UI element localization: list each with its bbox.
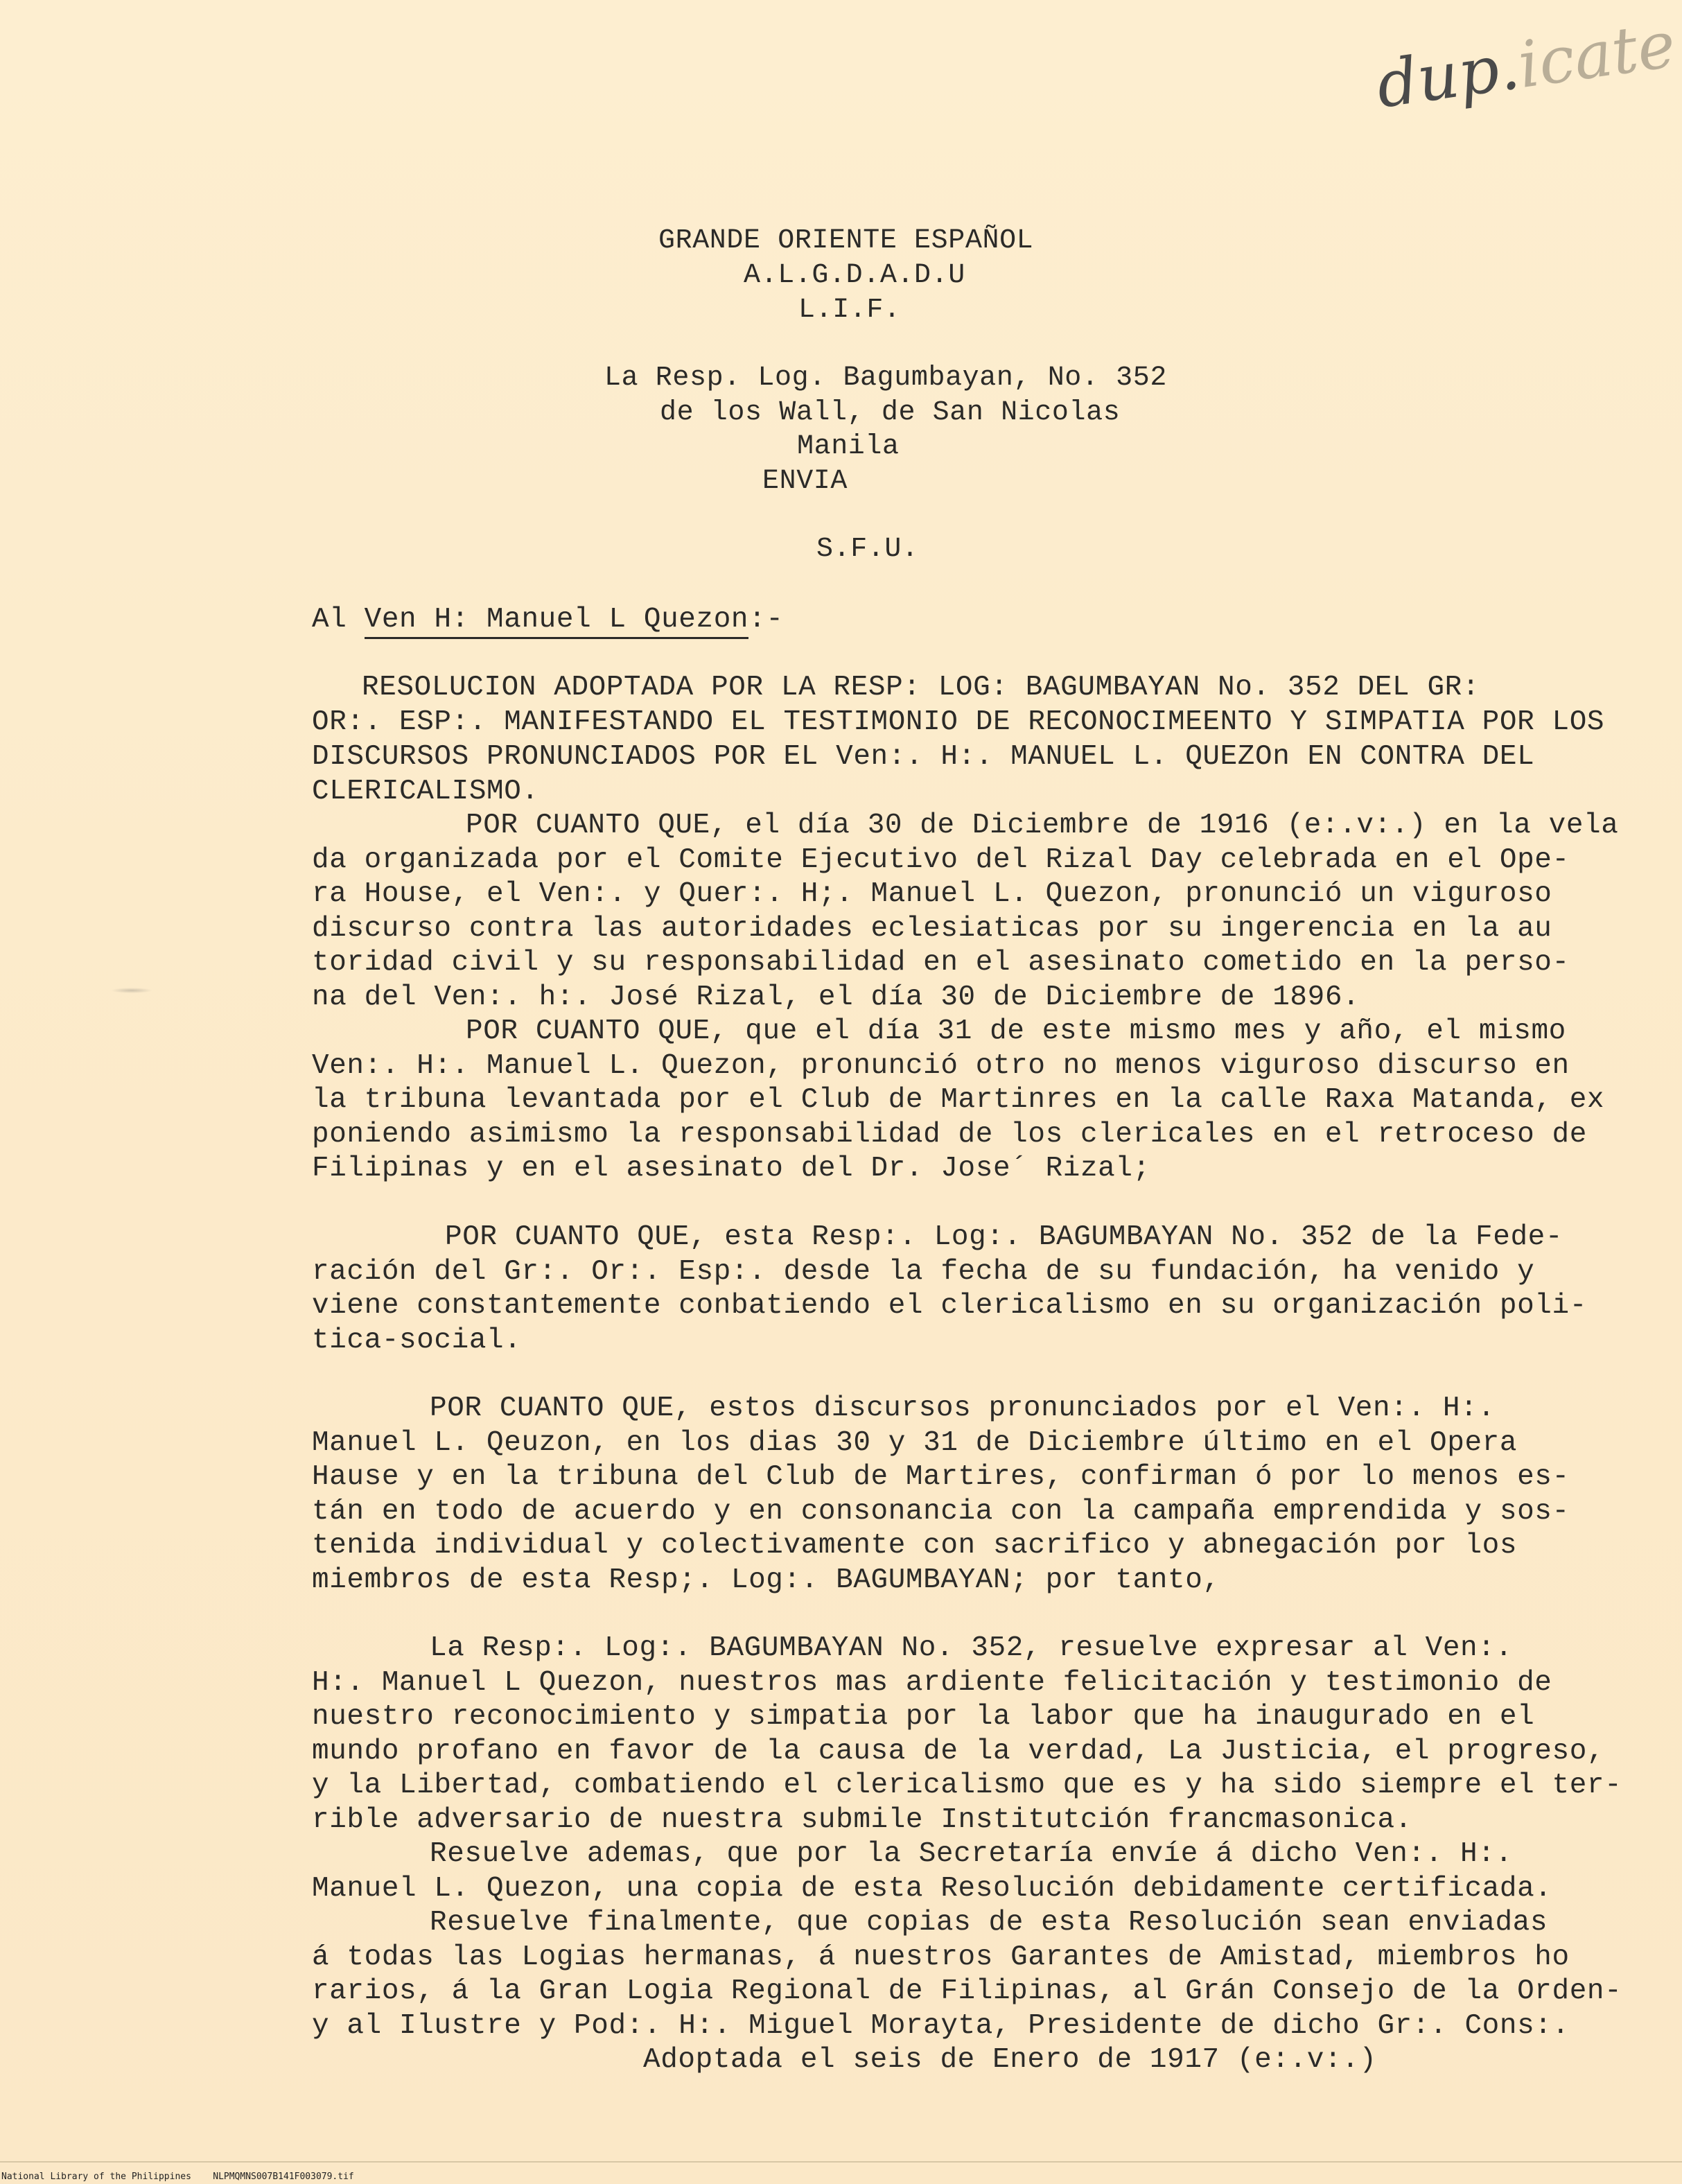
body-line: viene constantemente conbatiendo el clericalismo en su organización poli- [312,1290,1587,1322]
header-line-lodge: La Resp. Log. Bagumbayan, No. 352 [604,362,1167,394]
scan-edge [0,2161,1682,2163]
body-line: nuestro reconocimiento y simpatia por la labor que ha inaugurado en el [312,1701,1535,1733]
body-line: ra House, el Ven:. y Quer:. H;. Manuel L. Quezon, pronunció un viguroso [312,878,1552,910]
handwritten-note: dup.icate [1372,7,1680,123]
header-line-lif: L.I.F. [798,295,901,326]
body-line: miembros de esta Resp;. Log:. BAGUMBAYAN; por tanto, [312,1564,1220,1596]
body-line: RESOLUCION ADOPTADA POR LA RESP: LOG: BAGUMBAYAN No. 352 DEL GR: [362,672,1480,704]
body-line: H:. Manuel L Quezon, nuestros mas ardiente felicitación y testimonio de [312,1667,1552,1699]
body-line: Ven:. H:. Manuel L. Quezon, pronunció otro no menos viguroso discurso en [312,1050,1570,1082]
adoption-date-line: Adoptada el seis de Enero de 1917 (e:.v:.) [643,2044,1377,2076]
body-line: toridad civil y su responsabilidad en el asesinato cometido en la perso- [312,947,1570,979]
body-line: y al Ilustre y Pod:. H:. Miguel Morayta, Presidente de dicho Gr:. Cons:. [312,2010,1570,2042]
header-line-sfu: S.F.U. [816,534,919,565]
salutation: Al Ven H: Manuel L Quezon:- [312,602,784,637]
archive-footer: National Library of the Philippines NLPMQMNS007B141F003079.tif [1,2172,354,2182]
body-line: Manuel L. Qeuzon, en los dias 30 y 31 de Diciembre último en el Opera [312,1427,1518,1459]
header-line-envia: ENVIA [762,466,848,497]
body-line: rarios, á la Gran Logia Regional de Filipinas, al Grán Consejo de la Orden- [312,1975,1622,2007]
body-line: mundo profano en favor de la causa de la verdad, La Justicia, el progreso, [312,1736,1605,1767]
body-line: Hause y en la tribuna del Club de Martires, confirman ó por lo menos es- [312,1461,1570,1493]
body-line: POR CUANTO QUE, el día 30 de Diciembre de 1916 (e:.v:.) en la vela [466,810,1619,841]
body-line: rible adversario de nuestra submile Institutción francmasonica. [312,1804,1412,1836]
body-line: y la Libertad, combatiendo el clericalismo que es y ha sido siempre el ter- [312,1770,1622,1801]
body-line: POR CUANTO QUE, estos discursos pronunciados por el Ven:. H:. [430,1392,1496,1424]
body-line: tenida individual y colectivamente con sacrifico y abnegación por los [312,1530,1518,1562]
header-line-abbrev: A.L.G.D.A.D.U [744,260,965,291]
salutation-name: Ven H: Manuel L Quezon [365,604,749,639]
body-line: da organizada por el Comite Ejecutivo del Rizal Day celebrada en el Ope- [312,844,1570,876]
body-line: OR:. ESP:. MANIFESTANDO EL TESTIMONIO DE RECONOCIMEENTO Y SIMPATIA POR LOS [312,706,1605,738]
body-line: á todas las Logias hermanas, á nuestros Garantes de Amistad, miembros ho [312,1941,1570,1973]
paper-mark [111,988,152,993]
body-line: La Resp:. Log:. BAGUMBAYAN No. 352, resuelve expresar al Ven:. [430,1632,1513,1664]
body-line: tica-social. [312,1325,522,1356]
header-line-address: de los Wall, de San Nicolas [660,397,1121,428]
body-line: na del Ven:. h:. José Rizal, el día 30 de Diciembre de 1896. [312,981,1360,1013]
body-line: discurso contra las autoridades eclesiaticas por su ingerencia en la au [312,913,1552,945]
body-line: ración del Gr:. Or:. Esp:. desde la fecha de su fundación, ha venido y [312,1256,1535,1288]
body-line: CLERICALISMO. [312,776,539,807]
body-line: Resuelve finalmente, que copias de esta Resolución sean enviadas [430,1907,1548,1939]
body-line: POR CUANTO QUE, que el día 31 de este mismo mes y año, el mismo [466,1015,1566,1047]
header-line-org: GRANDE ORIENTE ESPAÑOL [658,225,1034,256]
body-line: Manuel L. Quezon, una copia de esta Resolución debidamente certificada. [312,1873,1552,1905]
body-line: la tribuna levantada por el Club de Martinres en la calle Raxa Matanda, ex [312,1084,1605,1116]
body-line: POR CUANTO QUE, esta Resp:. Log:. BAGUMBAYAN No. 352 de la Fede- [445,1221,1563,1253]
body-line: Filipinas y en el asesinato del Dr. Jose´ Rizal; [312,1153,1150,1185]
header-line-city: Manila [797,431,900,462]
body-line: DISCURSOS PRONUNCIADOS POR EL Ven:. H:. MANUEL L. QUEZOn EN CONTRA DEL [312,741,1535,773]
body-line: Resuelve ademas, que por la Secretaría envíe á dicho Ven:. H:. [430,1838,1513,1870]
body-line: poniendo asimismo la responsabilidad de los clericales en el retroceso de [312,1119,1587,1151]
body-line: tán en todo de acuerdo y en consonancia con la campaña emprendida y sos- [312,1496,1570,1528]
